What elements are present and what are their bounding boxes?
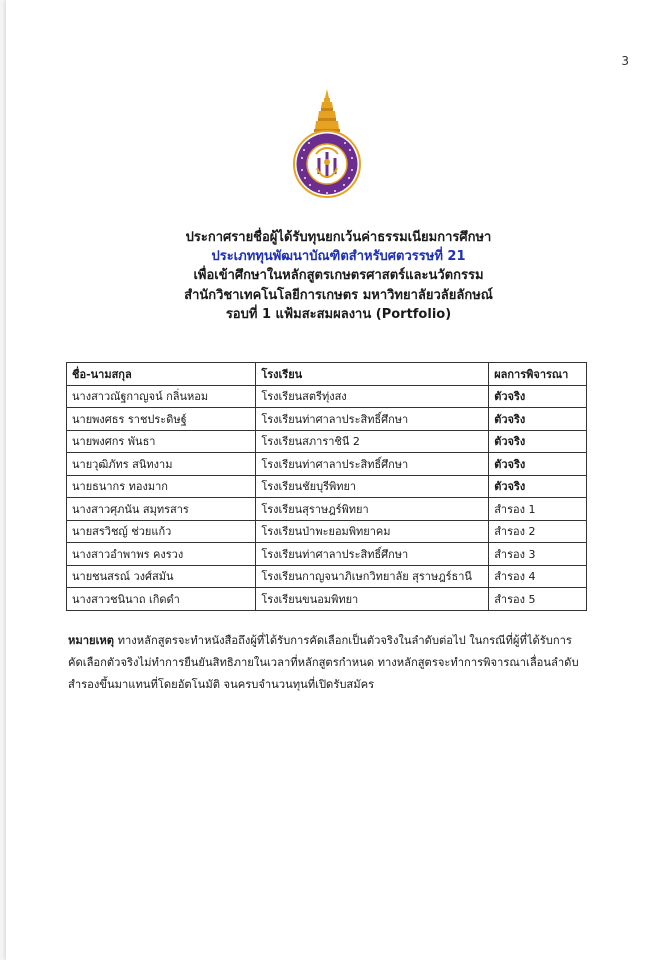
school-name: โรงเรียนป่าพะยอมพิทยาคม bbox=[256, 520, 489, 543]
school-name: โรงเรียนท่าศาลาประสิทธิ์ศึกษา bbox=[256, 408, 489, 431]
result-status: ตัวจริง bbox=[489, 408, 587, 431]
result-status: สำรอง 4 bbox=[489, 565, 587, 588]
heading-line-4: สำนักวิชาเทคโนโลยีการเกษตร มหาวิทยาลัยวลัยลักษณ์ bbox=[184, 287, 493, 303]
student-name: นายพงศกร พันธา bbox=[67, 430, 256, 453]
note-line-2: คัดเลือกตัวจริงไม่ทำการยืนยันสิทธิภายในเวลาที่หลักสูตรกำหนด ทางหลักสูตรจะทำการพิจารณาเลื่อนลำดับ bbox=[68, 656, 579, 669]
student-name: นางสาวณัฐกาญจน์ กลิ่นหอม bbox=[67, 385, 256, 408]
heading-line-5: รอบที่ 1 แฟ้มสะสมผลงาน (Portfolio) bbox=[225, 306, 452, 322]
school-name: โรงเรียนท่าศาลาประสิทธิ์ศึกษา bbox=[256, 453, 489, 476]
column-header-school: โรงเรียน bbox=[256, 363, 489, 386]
heading-line-1: ประกาศรายชื่อผู้ได้รับทุนยกเว้นค่าธรรมเนียมการศึกษา bbox=[185, 230, 492, 245]
table-row bbox=[67, 565, 587, 588]
note-text-1: ทางหลักสูตรจะทำหนังสือถึงผู้ที่ได้รับการคัดเลือกเป็นตัวจริงในลำดับต่อไป ในกรณีที่ผู้ที่ได้รับการ bbox=[117, 634, 572, 647]
result-status: ตัวจริง bbox=[489, 453, 587, 476]
table-row bbox=[67, 543, 587, 566]
table-header-row bbox=[67, 363, 587, 386]
heading-line-2: ประเภททุนพัฒนาบัณฑิตสำหรับศตวรรษที่ 21 bbox=[211, 249, 466, 265]
student-name: นายชนสรณ์ วงศ์สมัน bbox=[67, 565, 256, 588]
result-status: ตัวจริง bbox=[489, 430, 587, 453]
table-row bbox=[67, 498, 587, 521]
announcement-heading bbox=[6, 228, 671, 324]
table-row bbox=[67, 430, 587, 453]
table-row bbox=[67, 408, 587, 431]
school-name: โรงเรียนชัยบุรีพิทยา bbox=[256, 475, 489, 498]
column-header-result: ผลการพิจารณา bbox=[489, 363, 587, 386]
heading-line-3: เพื่อเข้าศึกษาในหลักสูตรเกษตรศาสตร์และนวัตกรรม bbox=[193, 268, 484, 284]
note-line-3: สำรองขึ้นมาแทนที่โดยอัตโนมัติ จนครบจำนวนทุนที่เปิดรับสมัคร bbox=[68, 678, 375, 691]
remark-note bbox=[68, 630, 628, 696]
document-page bbox=[6, 0, 671, 960]
student-name: นายธนากร ทองมาก bbox=[67, 475, 256, 498]
school-name: โรงเรียนท่าศาลาประสิทธิ์ศึกษา bbox=[256, 543, 489, 566]
table-row bbox=[67, 475, 587, 498]
school-name: โรงเรียนกาญจนาภิเษกวิทยาลัย สุราษฎร์ธานี bbox=[256, 565, 489, 588]
result-status: สำรอง 1 bbox=[489, 498, 587, 521]
school-name: โรงเรียนขนอมพิทยา bbox=[256, 588, 489, 611]
result-status: สำรอง 2 bbox=[489, 520, 587, 543]
student-name: นายพงศธร ราชประดิษฐ์ bbox=[67, 408, 256, 431]
table-row bbox=[67, 385, 587, 408]
page-number: 3 bbox=[621, 54, 629, 68]
student-name: นางสาวศุภนัน สมุทรสาร bbox=[67, 498, 256, 521]
student-name: นายสรวิชญ์ ช่วยแก้ว bbox=[67, 520, 256, 543]
table-row bbox=[67, 588, 587, 611]
student-name: นางสาวชนินาถ เกิดดำ bbox=[67, 588, 256, 611]
results-table bbox=[66, 362, 587, 611]
column-header-name: ชื่อ-นามสกุล bbox=[67, 363, 256, 386]
result-status: ตัวจริง bbox=[489, 385, 587, 408]
note-label: หมายเหตุ bbox=[68, 634, 115, 647]
result-status: ตัวจริง bbox=[489, 475, 587, 498]
student-name: นายวุฒิภัทร สนิทงาม bbox=[67, 453, 256, 476]
result-status: สำรอง 3 bbox=[489, 543, 587, 566]
student-name: นางสาวอำพาพร คงรวง bbox=[67, 543, 256, 566]
school-name: โรงเรียนสภาราชินี 2 bbox=[256, 430, 489, 453]
school-name: โรงเรียนสตรีทุ่งสง bbox=[256, 385, 489, 408]
university-crest-icon bbox=[289, 88, 365, 200]
school-name: โรงเรียนสุราษฎร์พิทยา bbox=[256, 498, 489, 521]
table-row bbox=[67, 520, 587, 543]
note-line-1 bbox=[68, 630, 628, 652]
table-row bbox=[67, 453, 587, 476]
result-status: สำรอง 5 bbox=[489, 588, 587, 611]
